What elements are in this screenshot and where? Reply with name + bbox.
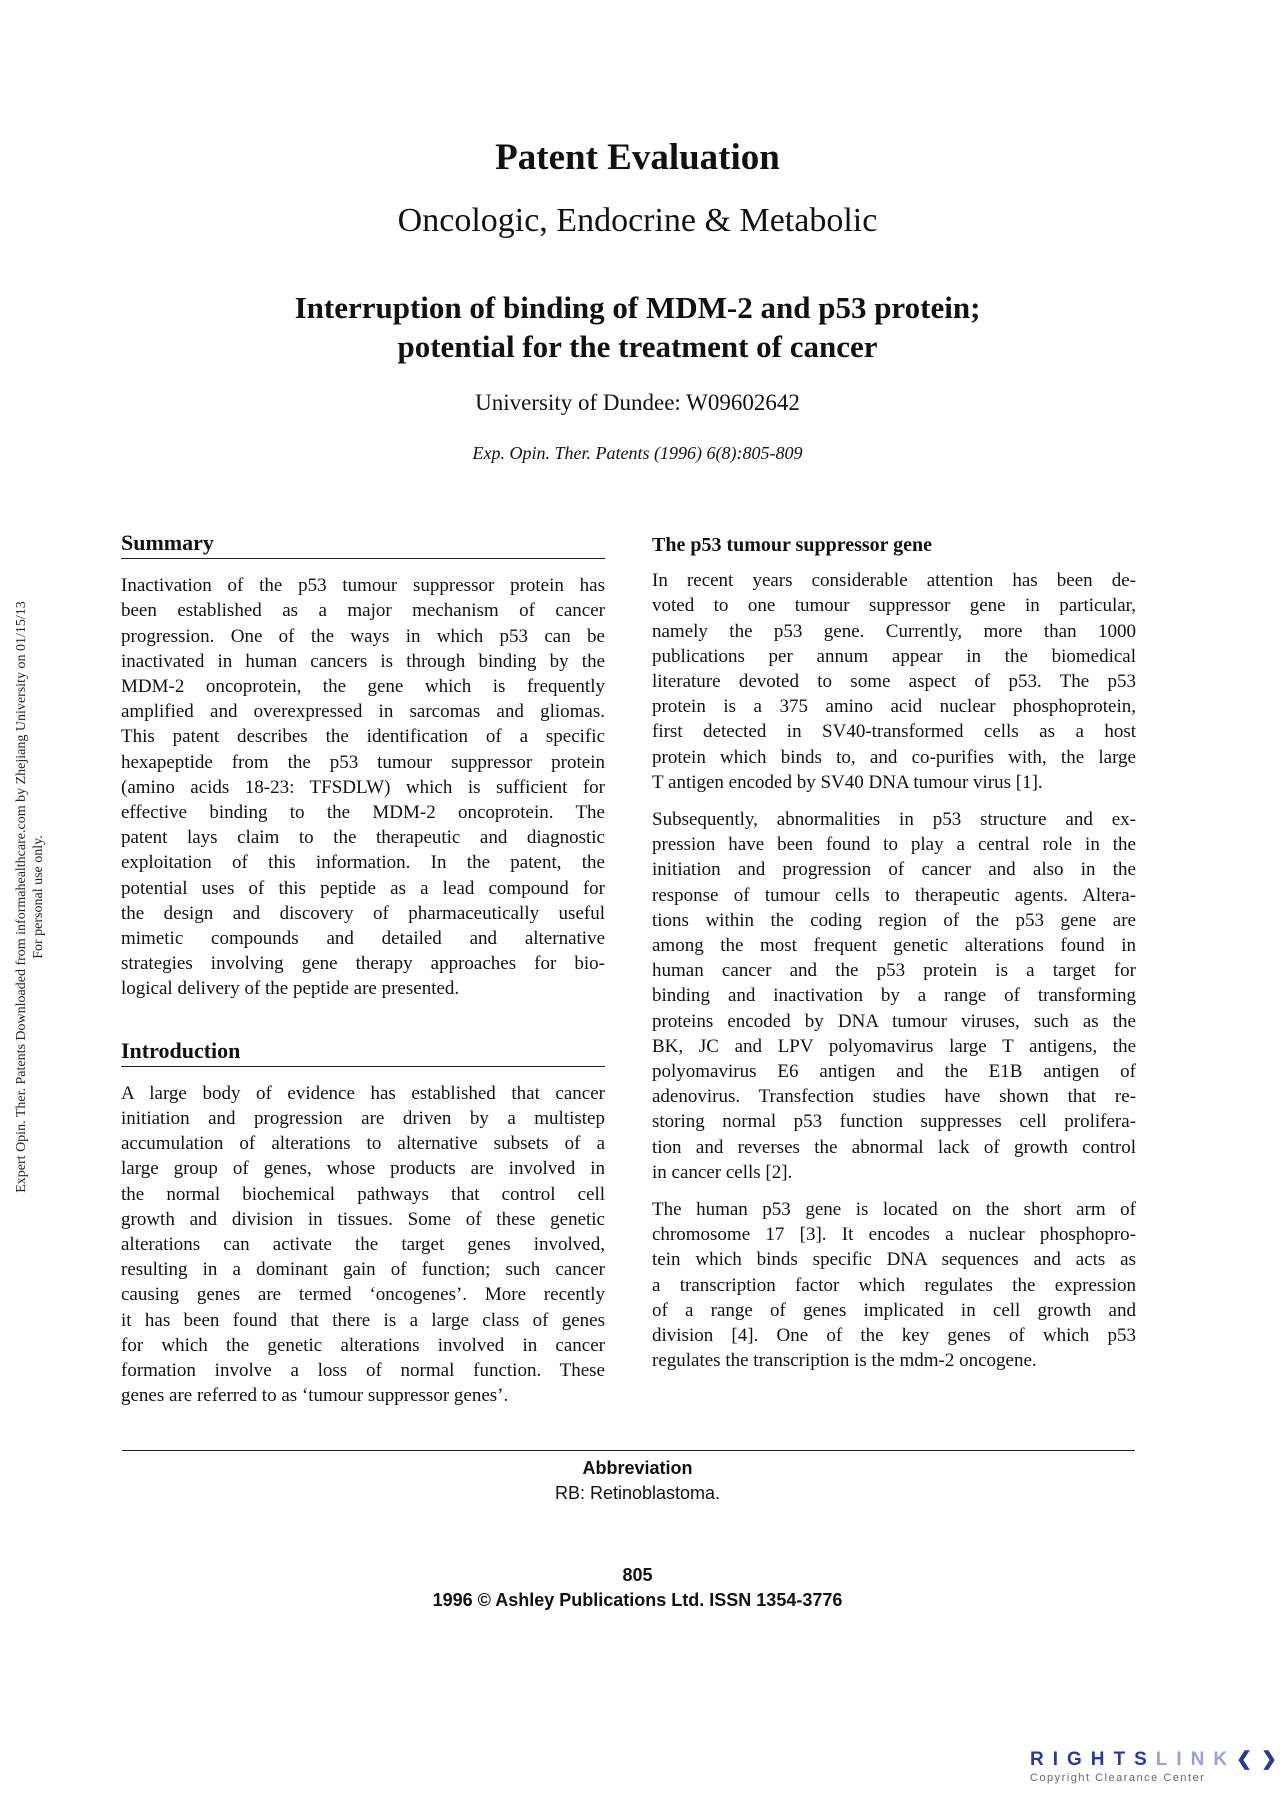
introduction-paragraph: [121, 1081, 605, 1409]
text-line: the normal biochemical pathways that control cell: [121, 1183, 605, 1205]
text-line: been established as a major mechanism of cancer: [121, 600, 605, 622]
text-line: exploitation of this information. In the patent, the: [121, 852, 605, 874]
section-title: Patent Evaluation: [495, 137, 780, 178]
text-line: polyomavirus E6 antigen and the E1B antigen of: [652, 1061, 1136, 1083]
abbreviation-text: RB: Retinoblastoma.: [554, 1483, 721, 1503]
text-line: storing normal p53 function suppresses cell prolifera-: [652, 1111, 1136, 1133]
footer-divider: [122, 1450, 1135, 1451]
text-line: inactivated in human cancers is through binding by the: [121, 650, 605, 672]
text-line: mimetic compounds and detailed and alternative: [121, 928, 605, 950]
text-line: accumulation of alterations to alternative subsets of a: [121, 1133, 605, 1155]
title-line: potential for the treatment of cancer: [397, 329, 878, 364]
text-line: large group of genes, whose products are involved in: [121, 1158, 605, 1180]
logo-tagline: Copyright Clearance Center: [1030, 1772, 1206, 1784]
text-line: growth and division in tissues. Some of these genetic: [121, 1208, 605, 1230]
text-line: the design and discovery of pharmaceutically useful: [121, 902, 605, 924]
notice-line: For personal use only.: [31, 835, 46, 959]
abbreviation-heading: Abbreviation: [582, 1458, 693, 1478]
text-line: for which the genetic alterations involved in cancer: [121, 1334, 605, 1356]
text-line: Inactivation of the p53 tumour suppressor protein has: [121, 575, 605, 597]
text-line: protein is a 375 amino acid nuclear phosphoprotein,: [652, 696, 1136, 718]
text-line: response of tumour cells to therapeutic agents. Altera-: [652, 884, 1136, 906]
text-line: tions within the coding region of the p53 gene are: [652, 909, 1136, 931]
text-line: namely the p53 gene. Currently, more than 1000: [652, 620, 1136, 642]
text-line: of a range of genes implicated in cell growth and: [652, 1299, 1136, 1321]
body-paragraph: [652, 1197, 1136, 1373]
category: Oncologic, Endocrine & Metabolic: [397, 202, 878, 239]
text-line: progression. One of the ways in which p53 can be: [121, 625, 605, 647]
text-line: protein which binds to, and co-purifies with, the large: [652, 746, 1136, 768]
text-line: among the most frequent genetic alterations found in: [652, 935, 1136, 957]
text-line: effective binding to the MDM-2 oncoprotein. The: [121, 802, 605, 824]
text-line: alterations can activate the target genes involved,: [121, 1234, 605, 1256]
text-line: tein which binds specific DNA sequences and acts as: [652, 1249, 1136, 1271]
text-line: publications per annum appear in the biomedical: [652, 645, 1136, 667]
text-line: regulates the transcription is the mdm-2 oncogene.: [652, 1350, 1037, 1372]
text-line: potential uses of this peptide as a lead compound for: [121, 877, 605, 899]
body-paragraph: [652, 568, 1136, 795]
notice-line: Expert Opin. Ther. Patents Downloaded from informahealthcare.com by Zhejiang University on 01/15/13: [14, 601, 29, 1193]
right-column: [652, 533, 1136, 1386]
body-paragraph: [652, 807, 1136, 1185]
text-line: literature devoted to some aspect of p53. The p53: [652, 671, 1136, 693]
text-line: (amino acids 18-23: TFSDLW) which is sufficient for: [121, 776, 605, 798]
text-line: initiation and progression of cancer and also in the: [652, 859, 1136, 881]
text-line: voted to one tumour suppressor gene in particular,: [652, 595, 1136, 617]
introduction-heading: Introduction: [121, 1038, 605, 1067]
rightslink-logo: [1030, 1748, 1286, 1784]
p53-heading: The p53 tumour suppressor gene: [652, 534, 933, 556]
text-line: a transcription factor which regulates the expression: [652, 1274, 1136, 1296]
article-title: [0, 288, 1275, 366]
text-line: causing genes are termed ‘oncogenes’. More recently: [121, 1284, 605, 1306]
copyright: 1996 © Ashley Publications Ltd. ISSN 1354-3776: [432, 1590, 843, 1610]
text-line: genes are referred to as ‘tumour suppressor genes’.: [121, 1385, 509, 1407]
logo-part2: LINK: [1155, 1749, 1237, 1770]
text-line: initiation and progression are driven by a multistep: [121, 1108, 605, 1130]
text-line: Subsequently, abnormalities in p53 structure and ex-: [652, 809, 1136, 831]
text-line: hexapeptide from the p53 tumour suppressor protein: [121, 751, 605, 773]
left-column: [121, 530, 605, 1421]
logo-arrow-icon: ❮❯: [1236, 1749, 1286, 1770]
text-line: proteins encoded by DNA tumour viruses, such as the: [652, 1010, 1136, 1032]
logo-part1: RIGHTS: [1030, 1749, 1156, 1770]
text-line: chromosome 17 [3]. It encodes a nuclear phosphopro-: [652, 1224, 1136, 1246]
text-line: patent lays claim to the therapeutic and diagnostic: [121, 827, 605, 849]
text-line: formation involve a loss of normal function. These: [121, 1360, 605, 1382]
text-line: In recent years considerable attention has been de-: [652, 570, 1136, 592]
text-line: in cancer cells [2].: [652, 1161, 793, 1183]
download-notice: [13, 527, 47, 1267]
text-line: human cancer and the p53 protein is a target for: [652, 960, 1136, 982]
text-line: T antigen encoded by SV40 DNA tumour virus [1].: [652, 771, 1043, 793]
text-line: MDM-2 oncoprotein, the gene which is frequently: [121, 676, 605, 698]
title-line: Interruption of binding of MDM-2 and p53 protein;: [294, 290, 981, 325]
text-line: strategies involving gene therapy approaches for bio-: [121, 953, 605, 975]
text-line: adenovirus. Transfection studies have shown that re-: [652, 1086, 1136, 1108]
text-line: it has been found that there is a large class of genes: [121, 1309, 605, 1331]
text-line: A large body of evidence has established that cancer: [121, 1082, 605, 1104]
citation: Exp. Opin. Ther. Patents (1996) 6(8):805-809: [472, 443, 803, 463]
text-line: BK, JC and LPV polyomavirus large T antigens, the: [652, 1035, 1136, 1057]
text-line: division [4]. One of the key genes of which p53: [652, 1325, 1136, 1347]
summary-heading: Summary: [121, 530, 605, 559]
text-line: binding and inactivation by a range of transforming: [652, 985, 1136, 1007]
patent-id: University of Dundee: W09602642: [475, 390, 800, 415]
text-line: pression have been found to play a central role in the: [652, 834, 1136, 856]
text-line: logical delivery of the peptide are presented.: [121, 978, 460, 1000]
text-line: The human p53 gene is located on the short arm of: [652, 1199, 1136, 1221]
page-number: 805: [622, 1565, 653, 1585]
summary-paragraph: [121, 573, 605, 1001]
right-paragraphs: [652, 568, 1136, 1373]
text-line: tion and reverses the abnormal lack of growth control: [652, 1136, 1136, 1158]
text-line: resulting in a dominant gain of function; such cancer: [121, 1259, 605, 1281]
text-line: amplified and overexpressed in sarcomas and gliomas.: [121, 701, 605, 723]
text-line: first detected in SV40-transformed cells as a host: [652, 721, 1136, 743]
text-line: This patent describes the identification of a specific: [121, 726, 605, 748]
